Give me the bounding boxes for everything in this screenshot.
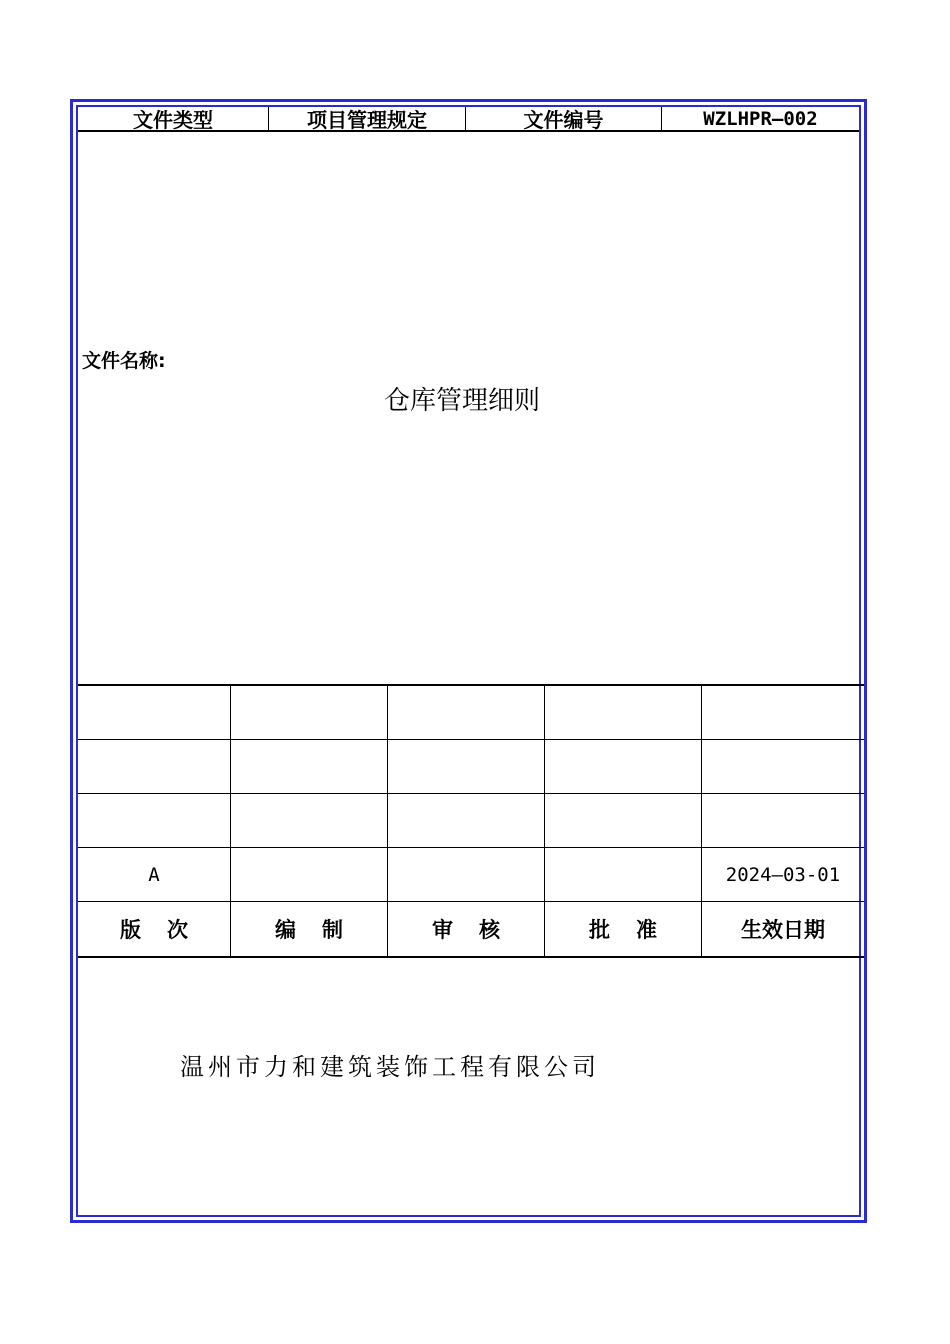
- table-row: [78, 740, 864, 794]
- table-cell: [545, 740, 702, 793]
- table-cell: [78, 740, 231, 793]
- compiled-label-char: 制: [322, 918, 343, 942]
- doc-type-label: 文件类型: [78, 107, 269, 130]
- reviewed-label-char: 审: [432, 918, 453, 942]
- table-cell: [545, 686, 702, 739]
- table-cell: [231, 794, 388, 847]
- table-label-row: [78, 902, 864, 956]
- approved-by-value: [545, 848, 702, 901]
- table-cell: [388, 740, 545, 793]
- table-cell: [231, 686, 388, 739]
- file-name-value: 仓库管理细则: [384, 386, 541, 416]
- reviewed-by-value: [388, 848, 545, 901]
- reviewed-label: [388, 902, 545, 956]
- doc-type-value: 项目管理规定: [269, 107, 466, 130]
- table-cell: [78, 686, 231, 739]
- table-cell: [702, 794, 864, 847]
- document-header-row: [78, 107, 859, 132]
- table-row: [78, 686, 864, 740]
- file-name-label: 文件名称:: [82, 350, 166, 372]
- effective-date-label: 生效日期: [741, 918, 825, 942]
- table-cell: [231, 740, 388, 793]
- approved-label-char: 准: [636, 918, 657, 942]
- table-row: [78, 794, 864, 848]
- company-name: 温州市力和建筑装饰工程有限公司: [180, 1053, 600, 1081]
- version-value: A: [78, 848, 231, 901]
- doc-number-value: WZLHPR—002: [703, 107, 818, 130]
- approved-label-char: 批: [589, 918, 610, 942]
- table-cell: [702, 740, 864, 793]
- table-cell: [388, 794, 545, 847]
- approved-label: [545, 902, 702, 956]
- table-cell: [78, 794, 231, 847]
- compiled-by-value: [231, 848, 388, 901]
- effective-date-value: 2024—03-01: [725, 863, 841, 886]
- table-cell: [545, 794, 702, 847]
- version-label-char: 次: [167, 918, 188, 942]
- reviewed-label-char: 核: [479, 918, 500, 942]
- compiled-label-char: 编: [275, 918, 296, 942]
- version-label: [78, 902, 231, 956]
- table-cell: [702, 686, 864, 739]
- table-row: [78, 848, 864, 902]
- table-cell: [388, 686, 545, 739]
- compiled-label: [231, 902, 388, 956]
- version-label-char: 版: [120, 918, 141, 942]
- doc-number-label: 文件编号: [466, 107, 662, 130]
- approval-table: [78, 684, 864, 958]
